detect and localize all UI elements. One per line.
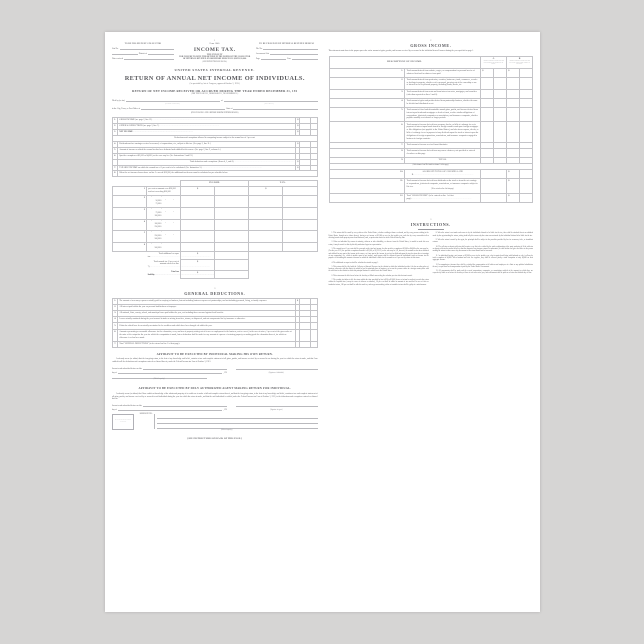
- income-amount-cell[interactable]: [215, 219, 249, 231]
- instructions-column-right: [433, 232, 533, 288]
- ditto-mark: ": [150, 243, 152, 246]
- dollar-sign: $: [181, 270, 215, 278]
- field-line[interactable]: [261, 58, 287, 61]
- line-text: Amount of income on which the normal tax has been deducted and withheld at the source. (See page 2, line 9, column A.): [119, 148, 221, 151]
- line-number: 3.: [113, 311, 118, 317]
- instruction-item: 6. This return must be filed on or before the first day of March succeeding the calendar year for which return is made.: [331, 274, 413, 277]
- line-number: 4.: [113, 141, 118, 147]
- line-text: NET INCOME: [119, 131, 133, 134]
- ditto-mark: ": [160, 220, 162, 223]
- dollar-sign: $: [295, 298, 299, 304]
- ditto-mark: ": [160, 197, 162, 200]
- line-number: 8.: [113, 171, 118, 177]
- bracket-amount-high: 250,000: [154, 226, 162, 229]
- col-b-amount-cell[interactable]: [520, 89, 533, 98]
- income-amount-cell[interactable]: [215, 231, 249, 243]
- amount-cell[interactable]: [299, 329, 310, 341]
- line-number: 3.: [113, 130, 118, 136]
- filed-by-of-label: of: [220, 99, 223, 102]
- line-text: Specific exemption of $3,000 or $4,000, as the case may be. (See Instructions 3 and 19.): [119, 154, 193, 157]
- sworn-label: Sworn to and subscribed before me this: [112, 368, 142, 371]
- penalty-text: FOR FAILURE TO HAVE THIS RETURN IN THE HANDS OF THE COLLECTOR OF INTERNAL REVENUE ON OR BEFORE MARCH 1 IS $20 TO $1,000.: [179, 56, 251, 61]
- official-capacity-caption: (Official capacity.): [153, 379, 165, 381]
- affidavit-agent-body: I solemnly swear (or affirm) that I have sufficient knowledge of the affairs and property of to enable me to make a full and complete return thereof, and that the foregoing return, to the best of my knowledge and belief, contains a true and complete statement of all gains, profits, and income received by or accrued to said individual during the year for which the return is made, and that the said individual is entitled, under the Federal Income-tax Law of October 3, 1913, to the deductions and exemptions entered or claimed therein.: [112, 392, 318, 401]
- line-subnote: (To be entered on line 4 of first page.): [431, 188, 454, 190]
- dollar-sign: $: [181, 251, 215, 259]
- city-input[interactable]: [141, 107, 225, 110]
- instruction-item: 11. An individual having a net income of $3,000 or over for the taxable year, who is married and living with husband or wife, is allowed a total exemption of $4,000. When husband and wife live together, they shall be allowed jointly a total exemption of only $4,000 on their aggregate income.: [432, 254, 533, 262]
- dollar-sign: $: [507, 68, 520, 77]
- col-a-amount-cell[interactable]: [494, 68, 507, 77]
- bracket-amount-high: 100,000: [154, 214, 162, 217]
- ditto-mark: ": [164, 199, 166, 202]
- line-text: Total "GROSS INCOME" (to be entered on line 1 of first page).: [406, 195, 454, 200]
- field-label: Assessment List: [255, 53, 269, 56]
- line-number: 2.: [329, 77, 405, 89]
- cents-cell[interactable]: [310, 329, 317, 341]
- bracket-row[interactable]: [113, 207, 318, 219]
- totals-note: (Add columns A and B of totals in column C of this page.): [329, 164, 533, 170]
- period-subtitle: (FOR THE YEAR 1913, FROM MARCH 1, TO DECEMBER 31.): [191, 93, 239, 95]
- collector-field-district[interactable]: [112, 53, 174, 56]
- address-in-full-label: ADDRESS IN FULL.: [139, 413, 153, 415]
- line-text: Debts due which have been actually ascertained to be worthless and which have been charged off within the year.: [118, 323, 296, 329]
- sworn-date-input[interactable]: [143, 405, 227, 407]
- bureau-field-file-no[interactable]: [256, 48, 318, 51]
- instruction-item: 2. When an individual by reason of minority, sickness or other disability, or absence from the United States, is unable to make his own return, it may be made for him by his duly authorized agent or representative.: [328, 241, 429, 246]
- income-col-header: INCOME.: [181, 181, 249, 187]
- dollar-sign: $: [296, 141, 299, 147]
- filed-by-street-caption: (Street and No.): [264, 104, 274, 106]
- field-label: Date received: [112, 58, 124, 61]
- field-line[interactable]: [270, 53, 318, 56]
- agency-name: UNITED STATES INTERNAL REVENUE.: [174, 68, 255, 73]
- table-row: [113, 171, 318, 177]
- line-text: Total amount derived from salaries, wages, or compensation for personal service of whatever kind and in whatever form paid.: [405, 68, 481, 77]
- bureau-box-title: TO BE FILLED IN BY INTERNAL REVENUE BUREAU: [259, 43, 315, 45]
- form-page-2-and-instructions: [323, 40, 534, 606]
- field-label: List No.: [112, 48, 119, 51]
- sworn-date-input[interactable]: [143, 368, 227, 370]
- agent-address-line-3[interactable]: [157, 424, 318, 429]
- table-row-total[interactable]: [113, 341, 318, 347]
- bracket-row[interactable]: [113, 242, 318, 251]
- tax-amount-cell[interactable]: [283, 207, 317, 219]
- day-label: day of: [112, 408, 117, 411]
- ditto-mark: ": [172, 199, 174, 202]
- dividends-total-cell[interactable]: [520, 179, 533, 194]
- collector-field-date-received[interactable]: [112, 58, 174, 61]
- instruction-item: 12. In computing net income there shall be excluded the compensation of all officers and employees of a State or any political subdivision thereof, except when such compensation is paid by the United States Government.: [432, 263, 533, 268]
- table-row[interactable]: [329, 98, 533, 107]
- penalty-label: THE PENALTY: [206, 54, 223, 56]
- gross-income-title: GROSS INCOME.: [410, 43, 452, 48]
- col-a-number: A: [492, 56, 495, 60]
- col-a-amount-cell[interactable]: [494, 149, 507, 158]
- line-text: Total "GENERAL DEDUCTIONS" (to be entered on line 2 of first page).: [118, 341, 296, 347]
- line-number: 5.: [113, 323, 118, 329]
- form-page-1: [112, 40, 323, 606]
- ditto-mark: ": [164, 235, 166, 238]
- state-input[interactable]: [233, 107, 317, 110]
- col-a-amount-cell[interactable]: [494, 98, 507, 107]
- instruction-item: 3. The normal tax of 1 per cent shall be assessed on the total net income less the specific exemption of $3,000 or $4,000 as the case may be. (For the year 1913, the specific exemption allowable is $2,500, or $3,333.33, as the case may be.) If, however, the normal tax has been deducted and withheld on any part of the income at the source, or if any part of the income is received as dividends upon the stock or from the net earnings of any corporation, etc., which is taxable upon its net income, such income shall be deducted from the individual's total net income for the purpose of calculating the amount of income on which the individual is liable for the normal tax of 1 per cent by virtue of this return.: [328, 247, 429, 260]
- dollar-sign: $: [507, 179, 520, 194]
- line-text: Total amount of income derived from dividends on the stock or from the net earnings of corporations, joint-stock companies, associations, or insurance companies subject to like tax.: [406, 180, 478, 189]
- general-deductions-title: GENERAL DEDUCTIONS.: [184, 290, 246, 296]
- totals-label: TOTALS.: [405, 158, 481, 164]
- sworn-label: Sworn to and subscribed before me this: [112, 405, 142, 408]
- field-line[interactable]: [124, 58, 174, 61]
- instructions-title: INSTRUCTIONS.: [410, 222, 451, 228]
- gross-income-table: [329, 56, 534, 203]
- deduction-note: Deductions and exemptions allowed in computing income subject to the normal tax of 1 per cent.: [113, 136, 318, 142]
- affidavit-individual-body: I solemnly swear (or affirm) that the foregoing return, to the best of my knowledge and belief, contains a true and complete statement of all gains, profits, and income received by or accrued to me during the year for which the return is made, and that I am entitled to all the deductions and exemptions entered or claimed therein, under the Federal Income-tax Law of October 3, 1913.: [112, 358, 318, 364]
- field-line[interactable]: [292, 58, 318, 61]
- dollar-sign: $: [296, 165, 299, 171]
- bracket-row[interactable]: [113, 196, 318, 208]
- form-1040-sheet: [105, 32, 540, 612]
- filed-by-street-input[interactable]: [224, 99, 318, 102]
- total-label: Total deductions and exemptions. (Items 4, 5, and 6): [189, 160, 234, 163]
- table-row[interactable]: [329, 107, 533, 122]
- field-line[interactable]: [148, 53, 174, 56]
- line-number: 8.: [329, 149, 405, 158]
- page-number-deductions: 3: [214, 287, 216, 290]
- fill-pages-note: (FILL IN PAGES 2 AND 3 BEFORE MAKING ENTRIES BELOW.): [191, 112, 239, 115]
- instruction-item: 7. The penalty for failure to file the return within the time specified by law is $20 to $1,000. In case of refusal or neglect to render the return within the required time (except in cases of sickness or absence), 50 per cent shall be added to amount of tax assessed. In case of false or fraudulent return, 100 per cent shall be added to such tax, and any person making a false or fraudulent return shall be guilty of a misdemeanor.: [328, 279, 429, 286]
- filed-by-name-caption: (Full name of individual.): [164, 104, 180, 106]
- line-number: 4.: [113, 317, 118, 323]
- form-title: INCOME TAX.: [193, 46, 236, 53]
- line-number: 5.: [329, 107, 405, 122]
- line-number: 10.: [329, 170, 405, 179]
- line-number: 11.: [329, 179, 405, 194]
- back-of-page-note: [SEE INSTRUCTIONS ON BACK OF THIS PAGE.]: [187, 438, 243, 441]
- income-amount-cell[interactable]: [215, 207, 249, 219]
- line-text: Total amount of income derived from any source whatever, not specified or entered elsewhere on this page.: [405, 149, 481, 158]
- page-number-left: 1: [214, 40, 216, 42]
- line-text: Total amount of fixed and determinable annual gains, profits, and income derived from interest upon bonds and mortgages or deeds of trust, or other similar obligations of corporations, joint-stock companies or associations, and insurance companies, whether payable annually or at shorter or longer periods.: [405, 107, 481, 122]
- line-number: 1.: [329, 68, 405, 77]
- dollar-sign: $: [181, 187, 215, 196]
- form-title-block: [178, 43, 252, 63]
- bracket-number: 4: [113, 219, 147, 231]
- ditto-mark: ": [150, 208, 152, 211]
- col-b-amount-cell[interactable]: [520, 149, 533, 158]
- bracket-amount-low: 50,000: [155, 199, 162, 202]
- col-b-number: B: [518, 56, 521, 60]
- bracket-text: per cent on amount over $20,000 and not exceeding $50,000: [147, 187, 181, 196]
- penalty-note: (SEE INSTRUCTIONS ON PAGE 4.): [202, 62, 228, 64]
- col-b-amount-cell[interactable]: [520, 122, 533, 142]
- form-header: [112, 43, 318, 63]
- col-a-text: Amount of income on which tax has been deducted and withheld at the source.: [483, 60, 504, 66]
- instruction-item: 10. The collector or deputy collector shall require every list to be verified by the oath or affirmation of the party rendering it. If the collector or deputy collector has reason to believe that the amount of any income returned is understated, he shall in that case give due notice to the person making the return to show cause why the amount of the return should not be increased.: [432, 245, 533, 253]
- bureau-box: [256, 43, 318, 63]
- dollar-sign: $: [181, 260, 215, 271]
- table-row[interactable]: [329, 77, 533, 89]
- line-number: 1.: [113, 298, 118, 304]
- line-number: 2.: [113, 124, 118, 130]
- col-a-amount-cell[interactable]: [494, 89, 507, 98]
- total-tax-row[interactable]: [113, 270, 318, 278]
- tax-amount-cell[interactable]: [283, 219, 317, 231]
- instruction-item: 9. When the return is made by the agent, the principal shall be subject to the penalties provided by law for erroneous, false, or fraudulent returns.: [432, 239, 533, 244]
- state-label: State of: [226, 107, 233, 110]
- dollar-sign: $: [296, 118, 299, 124]
- col-b-header: [507, 56, 533, 68]
- dollar-sign: $: [507, 170, 520, 179]
- collector-field-list-no[interactable]: [112, 48, 174, 51]
- ditto-mark: ": [160, 243, 162, 246]
- field-line[interactable]: [120, 48, 174, 51]
- income-amount-cell[interactable]: [215, 187, 249, 196]
- table-row[interactable]: [329, 68, 533, 77]
- table-row[interactable]: [329, 179, 533, 194]
- line-text: Total amount derived from rents and from interest on notes, mortgages, and securities (other than reported on lines 5 and 6).: [405, 89, 481, 98]
- instruction-item: 1. This return shall be made by every citizen of the United States, whether residing at home or abroad, and by every person residing in the United States, though not a citizen thereof, having a net income of $3,000 or over for the taxable year, and also by every nonresident alien deriving income from property owned and business, trade, or profession carried on in the United States by him.: [328, 232, 429, 240]
- line-number: 1.: [113, 118, 118, 124]
- line-text: Amount representing a reasonable allowance for the exhaustion, wear, and tear of property arising out of its use or employment in the business, not to exceed, in the case of mines, 5 per cent of the gross value at the mine of the output for the year for which the computation is made, but no deduction shall be made for any amount of expense of restoring property or making good the exhaustion thereof, for which an allowance is or has been made.: [118, 329, 296, 341]
- cents-cell[interactable]: [310, 341, 317, 347]
- line-number: 3.: [329, 89, 405, 98]
- ditto-mark: ": [164, 211, 166, 214]
- bracket-row[interactable]: [113, 231, 318, 243]
- total-normal-label: Total normal tax (1 per cent of amount entered on line 7): [147, 260, 179, 269]
- instruction-item: 5. This return shall be filed with the Collector of Internal Revenue for the district in which the individual resides if he has no other place of business, otherwise with the district in which he has his principal place of business, or in case the person resides in a foreign country then with the collector for the district in which his principal business is carried on in the United States.: [328, 265, 429, 273]
- bracket-row[interactable]: [113, 219, 318, 231]
- col-a-header: [481, 56, 507, 68]
- line-number: 2.: [113, 304, 118, 310]
- dollar-sign: $: [507, 193, 520, 202]
- line-text: GENERAL DEDUCTIONS (see page 3, line 7): [119, 125, 159, 128]
- amount-cell[interactable]: [215, 260, 249, 271]
- amount-cell[interactable]: [299, 341, 310, 347]
- period-title: RETURN OF NET INCOME RECEIVED OR ACCRUED DURING THE YEAR ENDED DECEMBER 31, 191: [132, 88, 298, 93]
- gross-income-total-cell[interactable]: [520, 193, 533, 202]
- filed-by-name-input[interactable]: [126, 99, 220, 102]
- description-col-header: DESCRIPTION OF INCOME.: [329, 56, 481, 68]
- gross-income-header-row: [329, 56, 533, 68]
- filed-by-label: Filed by (or for): [112, 99, 125, 102]
- line-text: Total amount derived from profession, vocation, businesses, trade, commerce, or sales or dealings in property, whether real or personal, growing out of the ownership or use of interest in real or personal property, including bonds, stocks, etc.: [405, 77, 481, 89]
- col-b-amount-cell[interactable]: [520, 98, 533, 107]
- tax-amount-cell[interactable]: [283, 196, 317, 208]
- seal-stamp-text: SEAL OF OFFICER TAKING AFFIDAVIT: [114, 420, 131, 423]
- col-b-amount-cell[interactable]: [520, 68, 533, 77]
- affidavit-agent-day-row[interactable]: [112, 408, 318, 410]
- table-row[interactable]: [329, 89, 533, 98]
- line-text: When the net income shown above on line 3 exceeds $20,000, the additional tax thereon must be calculated as per schedule below.: [119, 172, 228, 175]
- ditto-mark: ": [172, 223, 174, 226]
- income-amount-cell[interactable]: [215, 196, 249, 208]
- year-label: , 191: [223, 408, 228, 411]
- bracket-amount-low: 250,000: [154, 235, 162, 238]
- gross-income-lead: This statement must show in the proper spaces the entire amount of gains, profits, and income received by or accrued to the individual from all sources during the year specified on page 1.: [328, 50, 474, 52]
- table-row-gross-total[interactable]: [329, 193, 533, 202]
- day-input[interactable]: [118, 408, 223, 410]
- agent-signature-input[interactable]: [236, 406, 318, 407]
- general-deductions-table: [112, 298, 318, 348]
- dollar-sign: $: [296, 159, 299, 165]
- aggregate-total-cell[interactable]: [520, 170, 533, 179]
- line-text: Dividends and net earnings received or accrued, of corporations, etc., subject to like tax. (See page 2, line 11.): [119, 142, 211, 145]
- ditto-mark: ": [160, 232, 162, 235]
- bracket-amount-high: 500,000: [154, 238, 162, 241]
- affidavit-individual-day-row[interactable]: [112, 371, 318, 373]
- year-label: , 191: [223, 371, 228, 374]
- bureau-field-assessment-list[interactable]: [256, 53, 318, 56]
- instruction-item: 4. The additional or super tax shall be calculated as stated on page 1.: [331, 261, 379, 264]
- tax-col-header: TAX.: [249, 181, 317, 187]
- line-text: All national, State, county, school, and municipal taxes paid within the year, not including those assessed against local benefits.: [118, 311, 296, 317]
- dollar-sign: $: [296, 130, 299, 136]
- line-number: 4.: [329, 98, 405, 107]
- dollar-sign: $: [481, 68, 494, 77]
- page-number-right: 2: [430, 40, 432, 42]
- amount-cell[interactable]: [215, 251, 249, 259]
- field-line[interactable]: [263, 48, 317, 51]
- filed-by-row[interactable]: [112, 99, 318, 105]
- agent-signature-caption: (Signature of agent.): [270, 409, 283, 411]
- field-label: District of: [138, 53, 147, 56]
- surtax-schedule-table: [112, 180, 318, 278]
- tax-amount-cell[interactable]: [283, 242, 317, 251]
- instruction-item: 13. All assessments shall be made and the several corporations, companies, or associations notified of the amount for which they are respectively liable on or before the first day of June of each successive year, and said amount shall be paid on or before the thirtieth day of June.: [432, 270, 533, 275]
- total-additional-label: Total additional or super tax: [147, 252, 179, 258]
- field-label: File No.: [255, 48, 263, 51]
- city-state-row[interactable]: [112, 107, 318, 110]
- line-number: 6.: [329, 122, 405, 142]
- return-title: RETURN OF ANNUAL NET INCOME OF INDIVIDUALS.: [124, 75, 305, 83]
- form-number: Form 1040.: [209, 43, 220, 45]
- city-label: in the City, Town, or Post Office of: [112, 107, 141, 110]
- day-input[interactable]: [118, 371, 223, 373]
- instructions-column-left: [329, 232, 429, 288]
- affidavit-individual-signature-row[interactable]: [112, 368, 318, 370]
- ditto-mark: ": [150, 232, 152, 235]
- line-text: GROSS INCOME (see page 2, line 12): [119, 119, 152, 122]
- bracket-row[interactable]: [113, 187, 318, 196]
- table-row[interactable]: [329, 170, 533, 179]
- line-number: 6.: [113, 153, 118, 159]
- individual-signature-input[interactable]: [236, 369, 318, 370]
- tax-amount-cell[interactable]: [283, 187, 317, 196]
- col-a-amount-cell[interactable]: [494, 122, 507, 142]
- affidavit-agent-address-row[interactable]: [112, 414, 318, 430]
- total-additional-row[interactable]: [113, 251, 318, 259]
- line-text: All interest paid within the year on personal indebtedness of taxpayer.: [118, 304, 296, 310]
- line-number: 6.: [113, 329, 118, 341]
- line-number: 7.: [113, 341, 118, 347]
- bureau-field-page-line[interactable]: [256, 58, 318, 61]
- agent-official-capacity-caption: (Official capacity.): [221, 430, 233, 432]
- seal-stamp-box: [112, 414, 134, 430]
- col-a-amount-cell[interactable]: [494, 107, 507, 122]
- bracket-amount-high: 75,000: [155, 202, 162, 205]
- collector-box: [112, 43, 174, 63]
- table-row[interactable]: [329, 122, 533, 142]
- col-b-text: Amount of income on which tax has NOT been deducted and withheld at the source.: [509, 60, 530, 66]
- field-label: Line: [287, 58, 291, 61]
- dollar-sign: $: [296, 124, 299, 130]
- individual-signature-caption: (Signature of individual.): [268, 372, 285, 374]
- ditto-mark: ": [172, 235, 174, 238]
- bracket-number: 1: [113, 187, 147, 196]
- dollar-sign: $: [249, 187, 283, 196]
- income-amount-cell[interactable]: [215, 242, 249, 251]
- line-text: TAXABLE INCOME on which the normal tax of 1 per cent is to be calculated. (See Instruction 3.): [119, 166, 202, 169]
- amount-cell[interactable]: [215, 270, 249, 278]
- instructions-columns: [329, 232, 534, 288]
- table-row[interactable]: [113, 329, 318, 341]
- total-tax-label: Total tax liability: [147, 271, 179, 277]
- bracket-amount-low: 75,000: [155, 211, 162, 214]
- ditto-mark: ": [150, 197, 152, 200]
- bracket-number: 5: [113, 231, 147, 243]
- col-b-amount-cell[interactable]: [520, 77, 533, 89]
- line-text: Total amount of gains and profits derived from partnership business, whether the same be divided and distributed or not.: [405, 98, 481, 107]
- affidavit-individual-official-row[interactable]: [112, 377, 318, 379]
- income-summary-table: [112, 117, 318, 177]
- bracket-amount-low: 500,000: [154, 246, 162, 249]
- collector-box-title: TO BE FILLED IN BY COLLECTOR: [124, 43, 162, 45]
- ditto-mark: ": [150, 220, 152, 223]
- line-text: The amount of necessary expenses actually paid in carrying on business, but not including business expenses of partnerships, and not including personal, living, or family expenses.: [118, 298, 296, 304]
- field-line[interactable]: [112, 53, 138, 56]
- line-number: 7.: [329, 142, 405, 148]
- line-text: AGGREGATE TOTALS OF COLUMNS A AND B.: [411, 171, 463, 177]
- total-normal-row[interactable]: [113, 260, 318, 271]
- line-number: 7.: [113, 165, 118, 171]
- instruction-item: 8. When the return is not made and sworn to by the individual claimed to be liable for the tax, there shall be attached thereto an affidavit made by the agent making the return, setting forth fully his reason why the return was not made by the individual claimed to be liable for the tax.: [432, 232, 533, 237]
- col-a-amount-cell[interactable]: [494, 77, 507, 89]
- ditto-mark: ": [172, 211, 174, 214]
- line-number: 12.: [329, 193, 405, 202]
- line-text: Total amount of income received from fiduciaries.: [405, 142, 481, 148]
- bracket-number: 6: [113, 242, 147, 251]
- bracket-number: 2: [113, 196, 147, 208]
- return-subtitle: (As provided by Act of Congress, approved October 3, 1913.): [189, 83, 240, 86]
- bracket-number: 3: [113, 207, 147, 219]
- line-text: Losses actually sustained during the year incurred in trade or arising from fires, storms, or shipwreck, and not compensated for by insurance or otherwise.: [118, 317, 296, 323]
- affidavit-individual-title: AFFIDAVIT TO BE EXECUTED BY INDIVIDUAL MAKING HIS OWN RETURN.: [156, 351, 273, 356]
- bracket-amount-low: 100,000: [154, 223, 162, 226]
- field-label: Page: [255, 58, 260, 61]
- line-text: Total amount of income derived from coupons, checks, or bills of exchange for or in payment of interest upon bonds issued in foreign countries and upon foreign mortgages or like obligations (not payable in the United States), and also from coupons, checks, or bills of exchange for or in payment of any dividends upon the stock or interest upon the obligations of foreign corporations, associations, and insurance companies engaged in business in foreign countries.: [405, 122, 481, 142]
- day-label: day of: [112, 371, 117, 374]
- ditto-mark: ": [164, 223, 166, 226]
- table-row[interactable]: [329, 149, 533, 158]
- affidavit-agent-title: AFFIDAVIT TO BE EXECUTED BY DULY AUTHORIZED AGENT MAKING RETURN FOR INDIVIDUAL.: [138, 386, 292, 391]
- ditto-mark: ": [160, 208, 162, 211]
- line-number: 9.: [329, 158, 405, 164]
- page-number-instructions: 3: [430, 219, 432, 222]
- poster-sheet: [105, 32, 540, 612]
- col-b-amount-cell[interactable]: [520, 107, 533, 122]
- tax-amount-cell[interactable]: [283, 231, 317, 243]
- line-number: 5.: [113, 147, 118, 153]
- affidavit-agent-signature-row[interactable]: [112, 405, 318, 407]
